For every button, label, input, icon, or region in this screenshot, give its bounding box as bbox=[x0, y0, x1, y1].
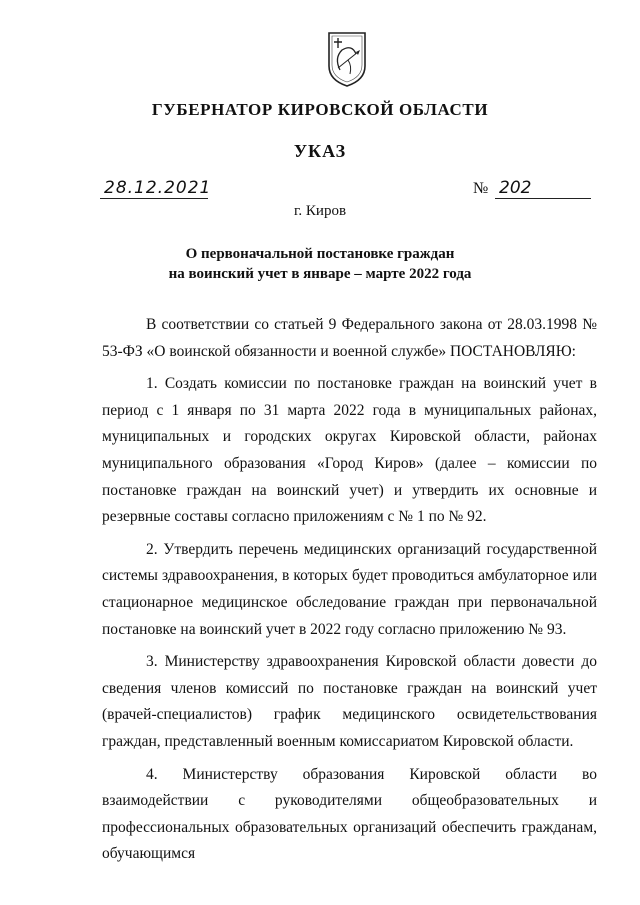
paragraph-1: 1. Создать комиссии по постановке граждан на воинский учет в период с 1 января по 31 марта 2022 года в муниципальных районах, муниципальных и городских округах Кировской области, районах муниципального образования «Город Киров» (далее – комиссии по постановке граждан на воинский учет) и утвердить их основные и резервные составы согласно приложениям с № 1 по № 92. bbox=[102, 375, 597, 526]
document-body bbox=[102, 312, 597, 874]
title-line: О первоначальной постановке граждан bbox=[185, 246, 455, 262]
title-line: на воинский учет в январе – марте 2022 года bbox=[168, 266, 472, 282]
issuing-authority: ГУБЕРНАТОР КИРОВСКОЙ ОБЛАСТИ bbox=[151, 100, 489, 119]
paragraph-4: 4. Министерству образования Кировской области во взаимодействии с руководителями общеобразовательных и профессиональных образовательных организаций обеспечить гражданам, обучающимся bbox=[102, 765, 597, 863]
document-type: УКАЗ bbox=[293, 141, 347, 161]
document-date: 28.12.2021 bbox=[100, 178, 208, 199]
city: г. Киров bbox=[293, 203, 347, 219]
coat-of-arms bbox=[326, 30, 368, 88]
kirov-coat-of-arms-icon bbox=[326, 30, 368, 88]
paragraph-2: 2. Утвердить перечень медицинских организаций государственной системы здравоохранения, в которых будет проводиться амбулаторное или стационарное медицинское обследование граждан при первоначальной постановке на воинский учет в 2022 году согласно приложению № 93. bbox=[102, 540, 597, 638]
document-number: 202 bbox=[495, 178, 591, 199]
document-title bbox=[0, 244, 640, 284]
number-label: № bbox=[473, 180, 489, 197]
paragraph-3: 3. Министерству здравоохранения Кировской области довести до сведения членов комиссий по постановке граждан на воинский учет (врачей-специалистов) график медицинского освидетельствования граждан, представленный военным комиссариатом Кировской области. bbox=[102, 653, 597, 750]
preamble-paragraph: В соответствии со статьей 9 Федерального закона от 28.03.1998 № 53-ФЗ «О воинской обязанности и военной службе» ПОСТАНОВЛЯЮ: bbox=[102, 316, 597, 360]
